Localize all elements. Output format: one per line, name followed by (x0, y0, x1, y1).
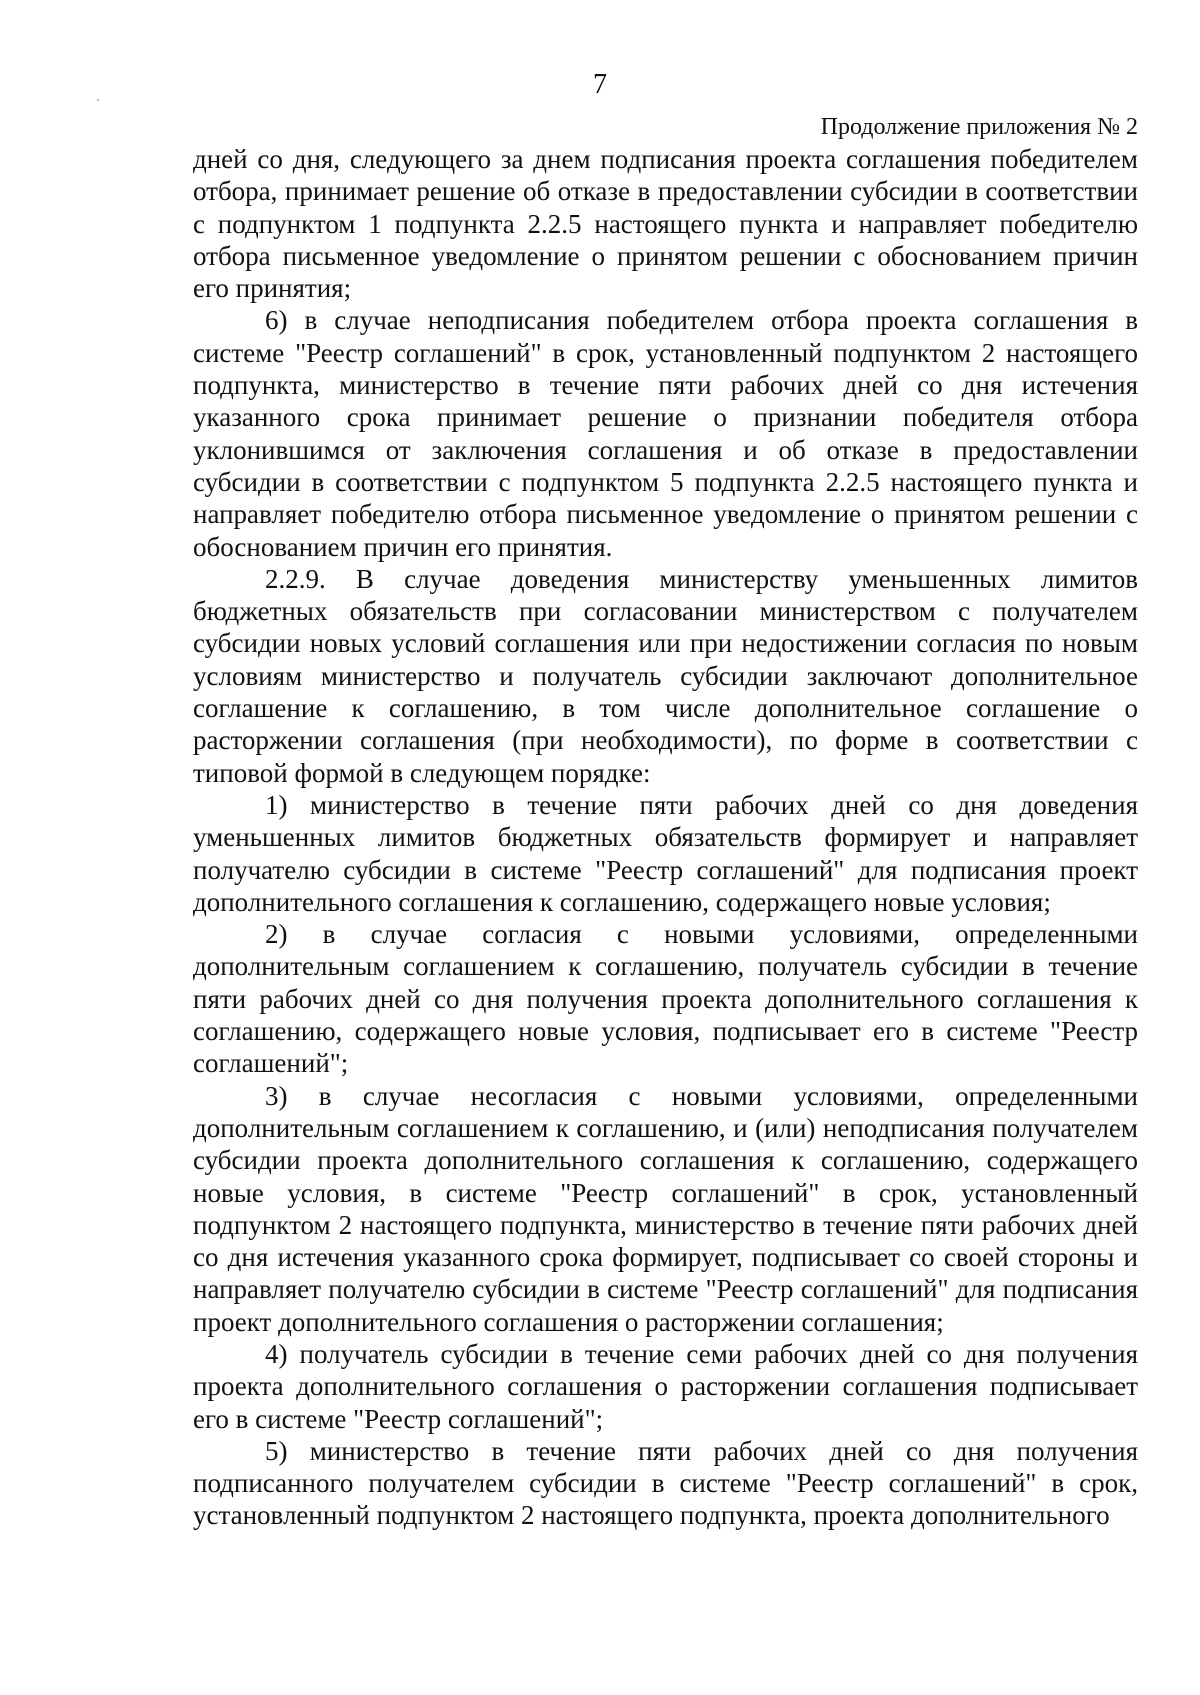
paragraph-subitem-4: 4) получатель субсидии в течение семи рабочих дней со дня получения проекта дополнительного соглашения о расторжении соглашения подписывает его в системе "Реестр соглашений"; (193, 1338, 1138, 1434)
paragraph-continuation: дней со дня, следующего за днем подписания проекта соглашения победителем отбора, принимает решение об отказе в предоставлении субсидии в соответствии с подпунктом 1 подпункта 2.2.5 настоящего пункта и направляет победителю отбора письменное уведомление о принятом решении с обоснованием причин его принятия; (193, 144, 1138, 304)
paragraph-clause-2-2-9: 2.2.9. В случае доведения министерству уменьшенных лимитов бюджетных обязательств при согласовании министерством с получателем субсидии новых условий соглашения или при недостижении согласия по новым условиям министерство и получатель субсидии заключают дополнительное соглашение к соглашению, в том числе дополнительное соглашение о расторжении соглашения (при необходимости), по форме в соответствии с типовой формой в следующем порядке: (193, 563, 1138, 788)
paragraph-item-6: 6) в случае неподписания победителем отбора проекта соглашения в системе "Реестр соглашений" в срок, установленный подпунктом 2 настоящего подпункта, министерство в течение пяти рабочих дней со дня истечения указанного срока принимает решение о признании победителя отбора уклонившимся от заключения соглашения и об отказе в предоставлении субсидии в соответствии с подпунктом 5 подпункта 2.2.5 настоящего пункта и направляет победителю отбора письменное уведомление о принятом решении с обоснованием причин его принятия. (193, 305, 1138, 562)
paragraph-subitem-1: 1) министерство в течение пяти рабочих дней со дня доведения уменьшенных лимитов бюджетных обязательств формирует и направляет получателю субсидии в системе "Реестр соглашений" для подписания проект дополнительного соглашения к соглашению, содержащего новые условия; (193, 789, 1138, 917)
running-head: Продолжение приложения № 2 (820, 114, 1138, 140)
paragraph-subitem-5: 5) министерство в течение пяти рабочих дней со дня получения подписанного получателем субсидии в системе "Реестр соглашений" в срок, установленный подпунктом 2 настоящего подпункта, проекта дополнительного (193, 1435, 1138, 1531)
paragraph-subitem-2: 2) в случае согласия с новыми условиями, определенными дополнительным соглашением к соглашению, получатель субсидии в течение пяти рабочих дней со дня получения проекта дополнительного соглашения к соглашению, содержащего новые условия, подписывает его в системе "Реестр соглашений"; (193, 919, 1138, 1079)
document-body (193, 143, 1138, 1532)
paragraph-subitem-3: 3) в случае несогласия с новыми условиями, определенными дополнительным соглашением к соглашению, и (или) неподписания получателем субсидии проекта дополнительного соглашения к соглашению, содержащего новые условия, в системе "Реестр соглашений" в срок, установленный подпунктом 2 настоящего подпункта, министерство в течение пяти рабочих дней со дня истечения указанного срока формирует, подписывает со своей стороны и направляет получателю субсидии в системе "Реестр соглашений" для подписания проект дополнительного соглашения о расторжении соглашения; (193, 1080, 1138, 1337)
page-number: 7 (593, 69, 607, 100)
